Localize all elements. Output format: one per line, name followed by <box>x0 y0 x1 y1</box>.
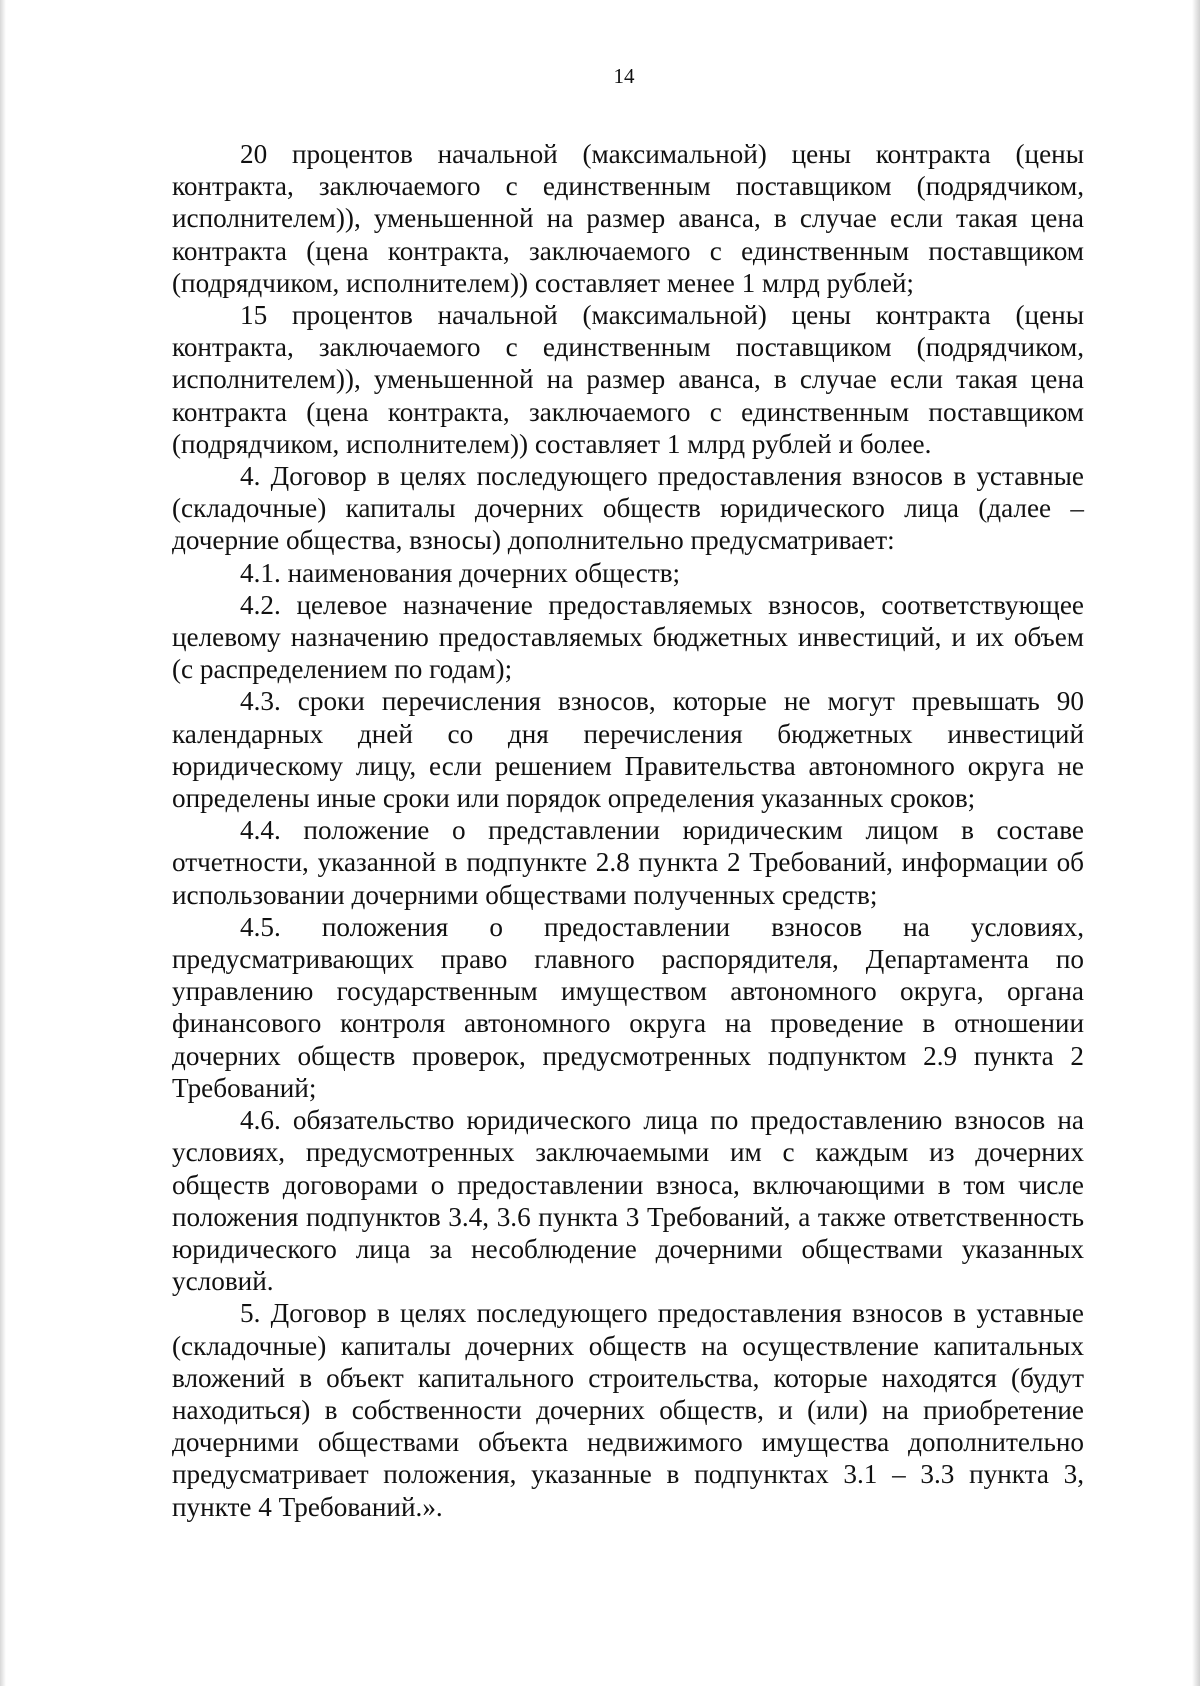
paragraph-5: 5. Договор в целях последующего предоставления взносов в уставные (складочные) капиталы дочерних обществ на осуществление капитальных вложений в объект капитального строительства, которые находятся (будут находиться) в собственности дочерних обществ, и (или) на приобретение дочерними обществами объекта недвижимого имущества дополнительно предусматривает положения, указанные в подпунктах 3.1 – 3.3 пункта 3, пункте 4 Требований.». <box>172 1298 1084 1522</box>
paragraph-4-3: 4.3. сроки перечисления взносов, которые не могут превышать 90 календарных дней со дня перечисления бюджетных инвестиций юридическому лицу, если решением Правительства автономного округа не определены иные сроки или порядок определения указанных сроков; <box>172 686 1084 814</box>
paragraph-4: 4. Договор в целях последующего предоставления взносов в уставные (складочные) капиталы дочерних обществ юридического лица (далее – дочерние общества, взносы) дополнительно предусматривает: <box>172 461 1084 556</box>
paragraph-4-6: 4.6. обязательство юридического лица по предоставлению взносов на условиях, предусмотренных заключаемыми им с каждым из дочерних обществ договорами о предоставлении взноса, включающими в том числе положения подпунктов 3.4, 3.6 пункта 3 Требований, а также ответственность юридического лица за несоблюдение дочерними обществами указанных условий. <box>172 1105 1084 1297</box>
document-body <box>172 138 1084 1523</box>
scan-edge-left <box>0 0 6 1686</box>
paragraph-4-2: 4.2. целевое назначение предоставляемых взносов, соответствующее целевому назначению предоставляемых бюджетных инвестиций, и их объем (с распределением по годам); <box>172 589 1084 685</box>
paragraph-20-percent: 20 процентов начальной (максимальной) цены контракта (цены контракта, заключаемого с единственным поставщиком (подрядчиком, исполнителем)), уменьшенной на размер аванса, в случае если такая цена контракта (цена контракта, заключаемого с единственным поставщиком (подрядчиком, исполнителем)) составляет менее 1 млрд рублей; <box>172 139 1084 298</box>
paragraph-4-1: 4.1. наименования дочерних обществ; <box>240 557 681 588</box>
paragraph-15-percent: 15 процентов начальной (максимальной) цены контракта (цены контракта, заключаемого с единственным поставщиком (подрядчиком, исполнителем)), уменьшенной на размер аванса, в случае если такая цена контракта (цена контракта, заключаемого с единственным поставщиком (подрядчиком, исполнителем)) составляет 1 млрд рублей и более. <box>172 300 1084 459</box>
page-number: 14 <box>613 64 635 88</box>
paragraph-4-5: 4.5. положения о предоставлении взносов на условиях, предусматривающих право главного распорядителя, Департамента по управлению государственным имуществом автономного округа, органа финансового контроля автономного округа на проведение в отношении дочерних обществ проверок, предусмотренных подпунктом 2.9 пункта 2 Требований; <box>172 911 1084 1103</box>
scan-edge-right <box>1192 0 1200 1686</box>
paragraph-4-4: 4.4. положение о представлении юридическим лицом в составе отчетности, указанной в подпункте 2.8 пункта 2 Требований, информации об использовании дочерними обществами полученных средств; <box>172 815 1084 910</box>
